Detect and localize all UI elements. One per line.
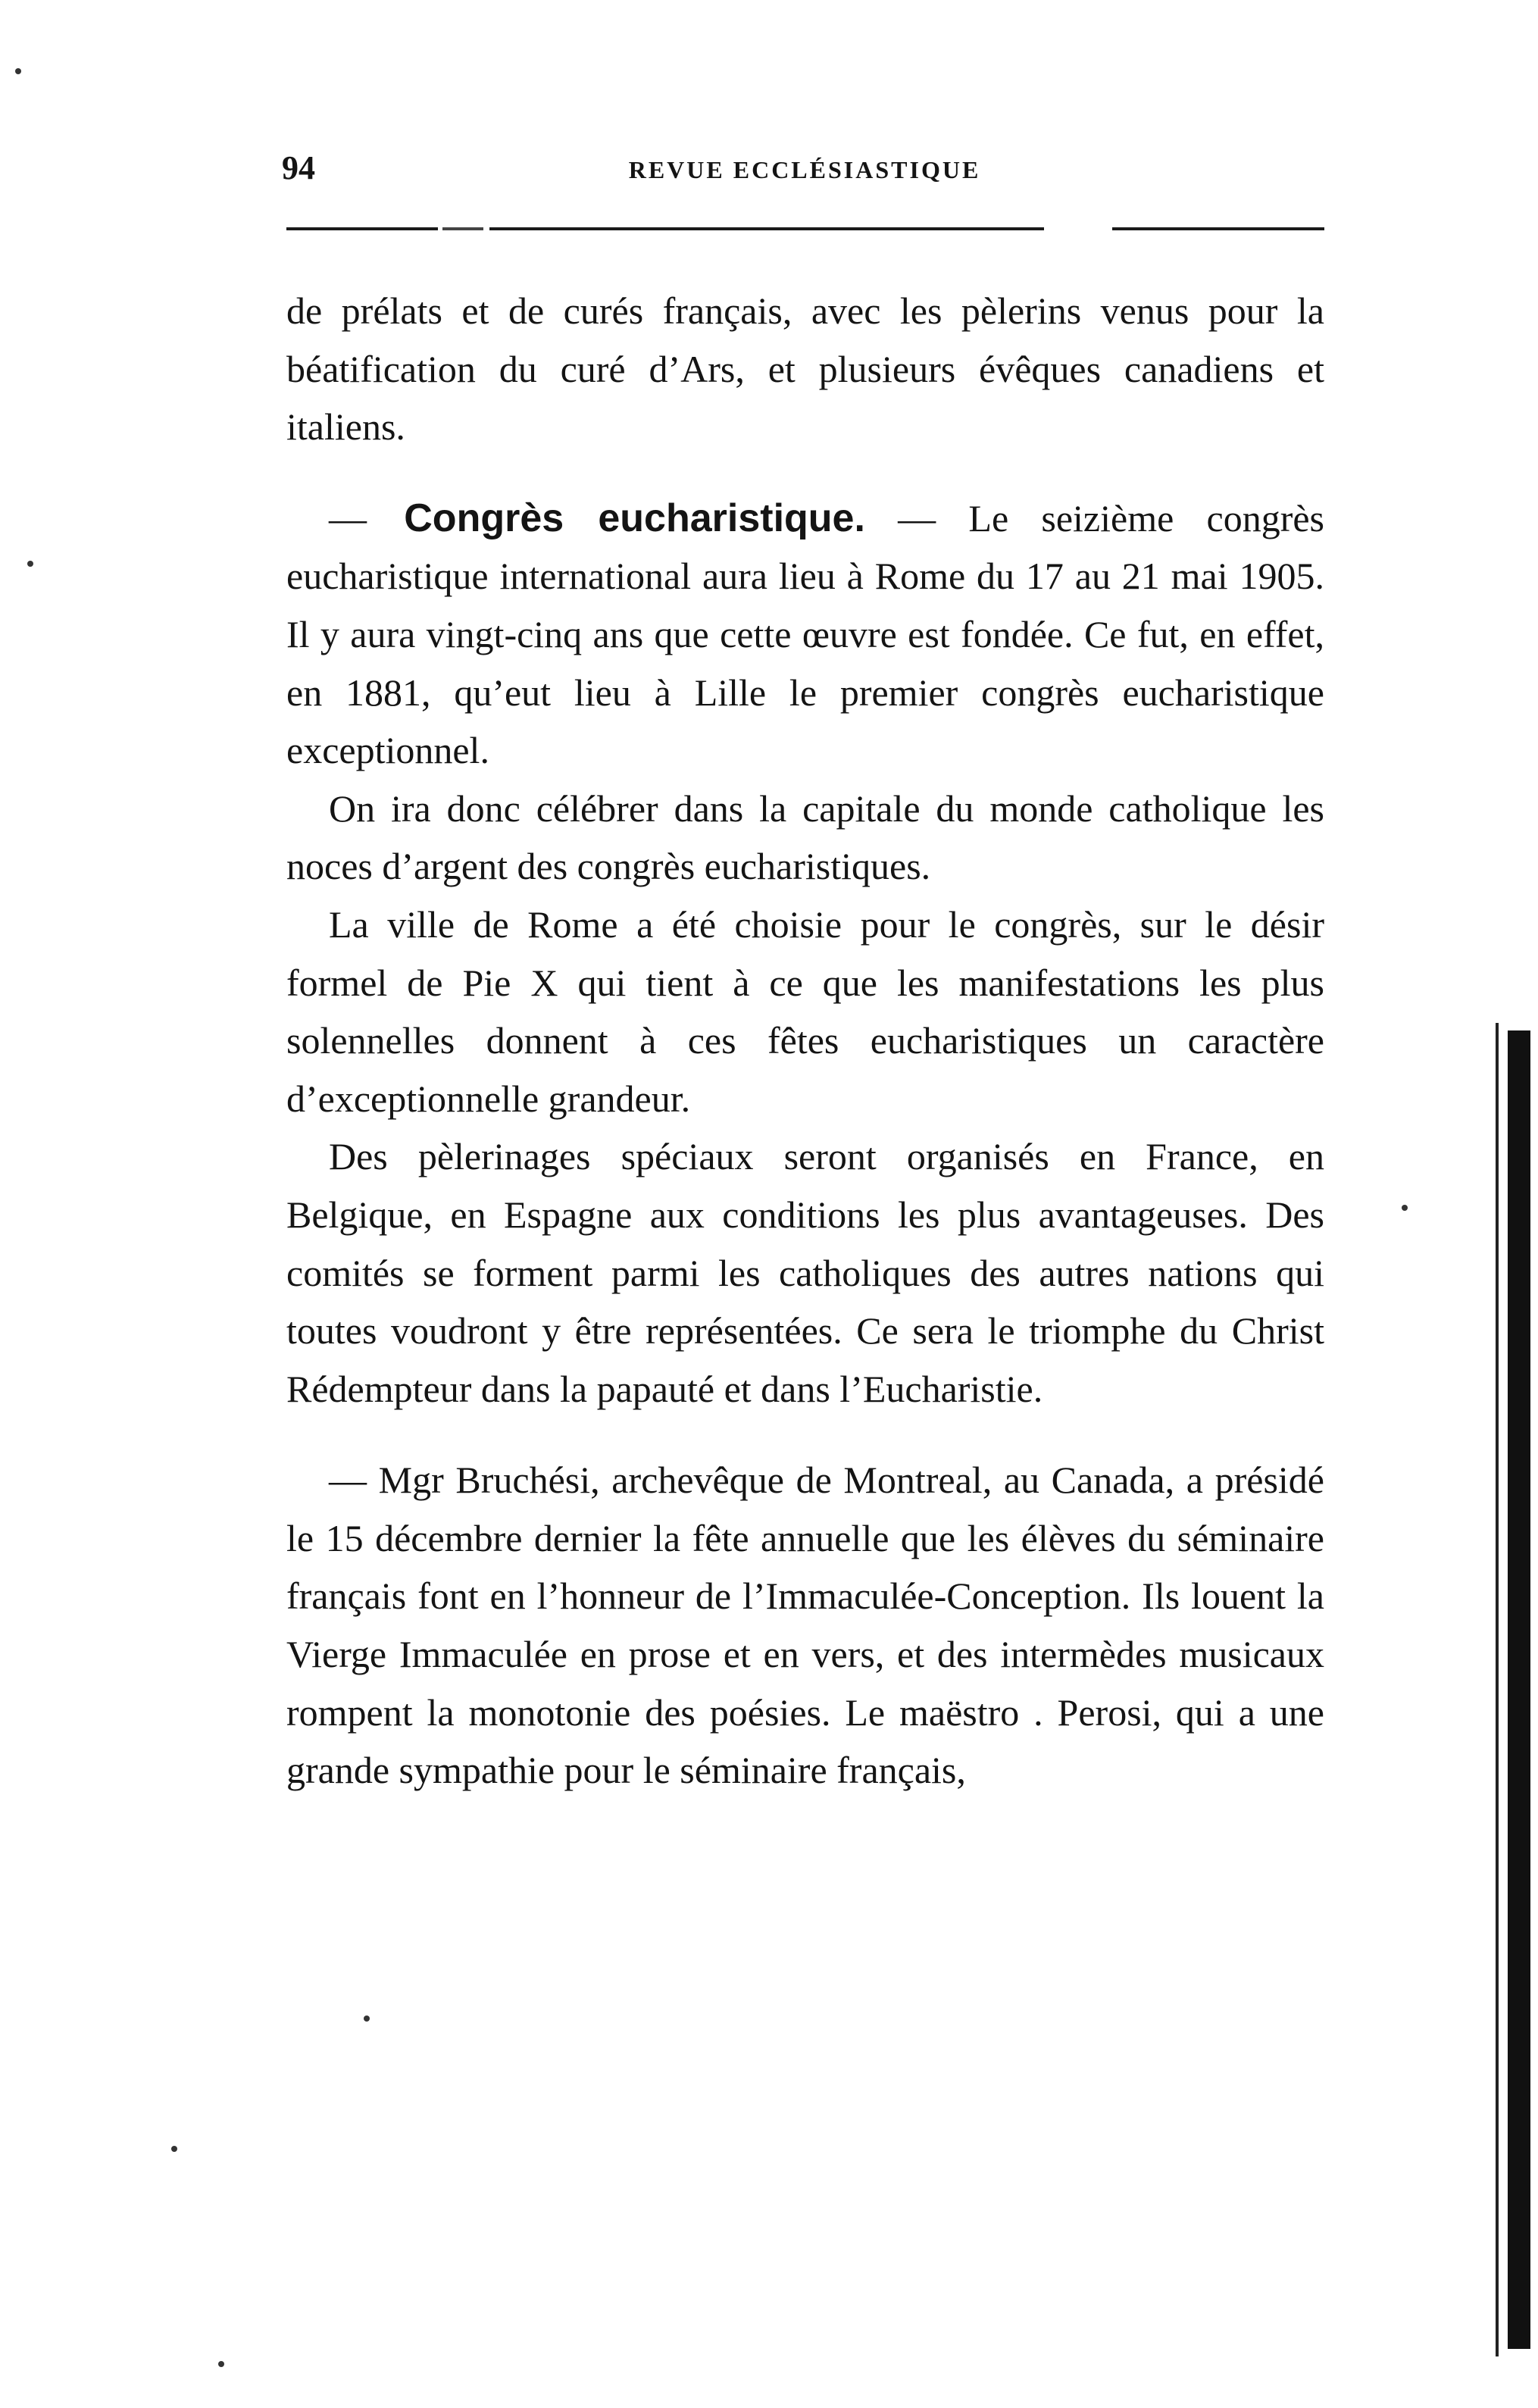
paragraph-5: Des pèlerinages spéciaux seront organisés en France, en Belgique, en Espagne aux conditions les plus avantageuses. Des comités se forment parmi les catholiques des autres nations qui toutes voudront y être représentées. Ce sera le triomphe du Christ Rédempteur dans la papauté et dans l’Eucharistie. — [286, 1135, 1324, 1410]
page-number: 94 — [282, 149, 315, 186]
scan-speck — [364, 2016, 370, 2022]
paragraph-2 — [286, 489, 1324, 780]
scan-speck — [15, 68, 21, 74]
paragraph-6: — Mgr Bruchési, archevêque de Montreal, au Canada, a présidé le 15 décembre dernier la fête annuelle que les élèves du séminaire français font en l’honneur de l’Immaculée-Conception. Ils louent la Vierge Immaculée en prose et en vers, et des intermèdes musicaux rompent la monotonie des poésies. Le maëstro . Perosi, qui a une grande sympathie pour le séminaire français, — [286, 1459, 1324, 1792]
scan-speck — [218, 2361, 224, 2367]
paragraph-3: On ira donc célébrer dans la capitale du monde catholique les noces d’argent des congrès eucharistiques. — [286, 787, 1324, 888]
paragraph-1: de prélats et de curés français, avec les pèlerins venus pour la béatification du curé d’Ars, et plusieurs évêques canadiens et italiens. — [286, 289, 1324, 449]
section-dash: — — [329, 496, 367, 539]
header-rule — [286, 227, 1324, 230]
body-text — [286, 282, 1324, 1800]
scan-edge-bar — [1508, 1030, 1530, 2349]
scan-speck — [1402, 1205, 1408, 1211]
scan-edge-line — [1496, 1023, 1499, 2356]
paragraph-4: La ville de Rome a été choisie pour le congrès, sur le désir formel de Pie X qui tient à ce que les manifestations les plus solennelles donnent à ces fêtes eucharistiques un caractère d’exceptionnelle grandeur. — [286, 902, 1324, 1120]
section-title: Congrès eucharistique. — [404, 496, 865, 540]
running-title: REVUE ECCLÉSIASTIQUE — [628, 156, 981, 183]
scan-speck — [171, 2146, 177, 2152]
scan-speck — [27, 561, 33, 567]
page-header — [282, 149, 1327, 194]
paragraph-2-text: — Le seizième congrès eucharistique international aura lieu à Rome du 17 au 21 mai 1905. Il y aura vingt-cinq ans que cette œuvre est fondée. Ce fut, en effet, en 1881, qu’eut lieu à Lille le premier congrès eucharistique exceptionnel. — [286, 496, 1325, 772]
